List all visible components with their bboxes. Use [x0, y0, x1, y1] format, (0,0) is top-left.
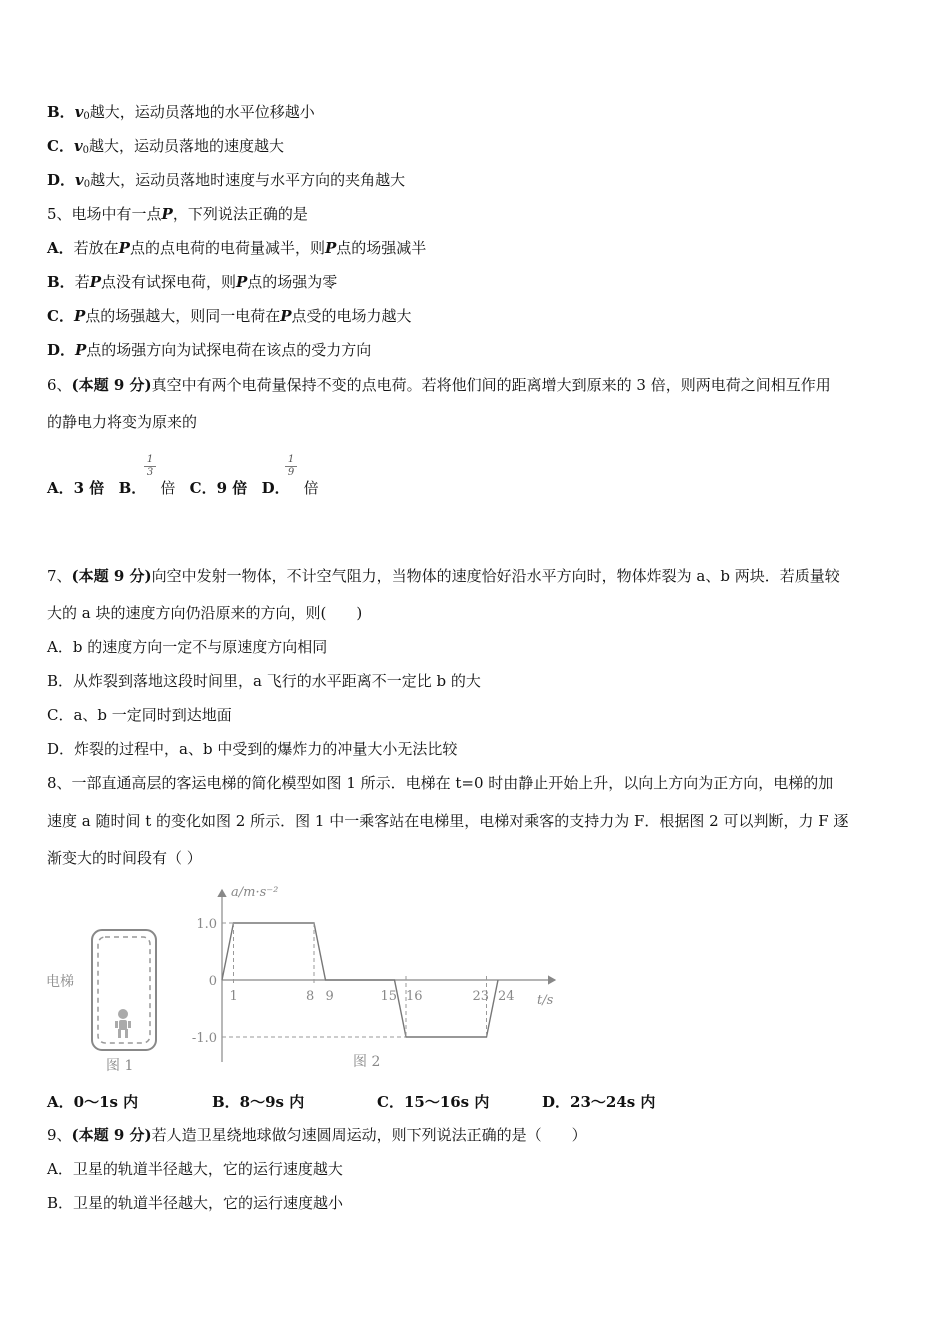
q7-option-d: D．炸裂的过程中，a、b 中受到的爆炸力的冲量大小无法比较	[47, 740, 458, 758]
q8-option-d: D．23～24s 内	[542, 1093, 656, 1111]
x-tick-label: 23	[472, 989, 490, 1004]
x-tick-label: 16	[406, 989, 423, 1004]
x-tick-label: 8	[306, 989, 315, 1004]
x-tick-label: 1	[229, 989, 238, 1004]
fraction-one-third: 1 3	[144, 455, 156, 478]
y-tick-label: -1.0	[191, 1031, 217, 1046]
q4-option-d: D．v0越大，运动员落地时速度与水平方向的夹角越大	[47, 171, 406, 190]
q5-option-a: A．若放在P点的点电荷的电荷量减半，则P点的场强减半	[47, 239, 427, 257]
passenger-icon	[115, 1009, 131, 1038]
q8-option-c: C．15～16s 内	[377, 1093, 490, 1111]
figure-2-acceleration-chart	[185, 876, 565, 1076]
q8-stem-line2: 速度 a 随时间 t 的变化如图 2 所示．图 1 中一乘客站在电梯里，电梯对乘客的支持力为 F．根据图 2 可以判断，力 F 逐	[47, 812, 849, 830]
x-tick-label: 24	[498, 989, 515, 1004]
figure-1-elevator	[44, 920, 184, 1080]
elevator-outer	[92, 930, 156, 1050]
q8-option-b: B．8～9s 内	[212, 1093, 305, 1111]
q8-stem-line3: 渐变大的时间段有（ ）	[47, 849, 202, 867]
x-tick-label: 15	[380, 989, 398, 1004]
figure-1-caption: 图 1	[106, 1058, 134, 1074]
q7-stem-line1: 7、(本题 9 分)向空中发射一物体，不计空气阻力，当物体的速度恰好沿水平方向时，物体炸裂为 a、b 两块．若质量较	[47, 567, 840, 585]
q9-option-b: B．卫星的轨道半径越大，它的运行速度越小	[47, 1194, 344, 1212]
q8-stem-line1: 8、一部直通高层的客运电梯的简化模型如图 1 所示．电梯在 t=0 时由静止开始上升，以向上方向为正方向，电梯的加	[47, 774, 834, 792]
q9-option-a: A．卫星的轨道半径越大，它的运行速度越大	[47, 1160, 343, 1178]
elevator-label: 电梯	[46, 974, 74, 990]
x-tick-label: 9	[325, 989, 334, 1004]
y-axis-label: a/m·s⁻²	[231, 885, 279, 900]
q7-stem-line2: 大的 a 块的速度方向仍沿原来的方向，则( )	[47, 604, 363, 622]
q8-option-a: A．0～1s 内	[47, 1093, 139, 1111]
x-axis-label: t/s	[537, 993, 554, 1008]
q6-options: A．3 倍 B． 倍 C．9 倍 D． 倍	[47, 479, 319, 497]
q7-option-b: B．从炸裂到落地这段时间里，a 飞行的水平距离不一定比 b 的大	[47, 672, 481, 690]
q6-stem-line2: 的静电力将变为原来的	[47, 413, 198, 431]
q9-stem: 9、(本题 9 分)若人造卫星绕地球做匀速圆周运动，则下列说法正确的是（ ）	[47, 1126, 587, 1144]
fraction-one-ninth: 1 9	[285, 455, 297, 478]
q5-option-c: C．P点的场强越大，则同一电荷在P点受的电场力越大	[47, 307, 412, 325]
q5-option-d: D．P点的场强方向为试探电荷在该点的受力方向	[47, 341, 372, 359]
q4-option-c: C．v0越大，运动员落地的速度越大	[47, 137, 285, 156]
q5-option-b: B．若P点没有试探电荷，则P点的场强为零	[47, 273, 338, 291]
q4-option-b: B．v0越大，运动员落地的水平位移越小	[47, 103, 315, 122]
y-tick-label: 0	[208, 974, 217, 989]
q7-option-a: A．b 的速度方向一定不与原速度方向相同	[47, 638, 328, 656]
q7-option-c: C．a、b 一定同时到达地面	[47, 706, 232, 724]
y-tick-label: 1.0	[196, 917, 217, 932]
q5-stem: 5、电场中有一点P，下列说法正确的是	[47, 205, 308, 223]
q6-stem-line1: 6、(本题 9 分)真空中有两个电荷量保持不变的点电荷。若将他们间的距离增大到原来的 3 倍，则两电荷之间相互作用	[47, 376, 831, 394]
figure-2-caption: 图 2	[353, 1054, 381, 1070]
